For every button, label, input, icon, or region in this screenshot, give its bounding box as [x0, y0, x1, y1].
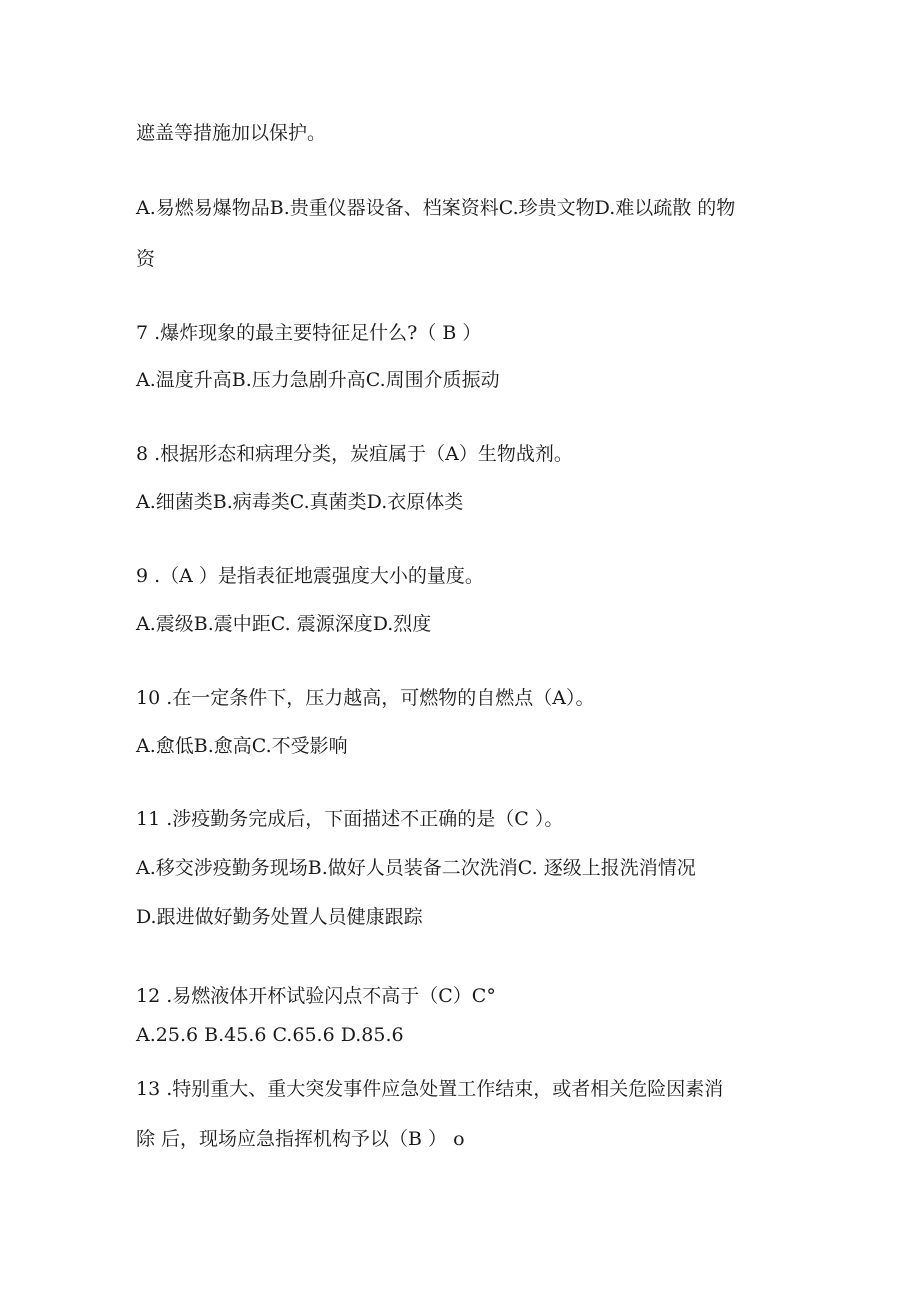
answer-options: A.易燃易爆物品B.贵重仪器设备、档案资料C.珍贵文物D.难以疏散 的物 [136, 197, 736, 219]
text-line: 除 后，现场应急指挥机构予以（B ） o [136, 1128, 465, 1150]
answer-options: A.愈低B.愈高C.不受影响 [136, 735, 348, 757]
answer-options: D.跟进做好勤务处置人员健康跟踪 [136, 906, 423, 928]
question-12: 12 .易燃液体开杯试验闪点不高于（C）C° [136, 985, 496, 1007]
text-line: 资 [136, 248, 156, 270]
question-7: 7 .爆炸现象的最主要特征足什么?（ B ） [136, 322, 482, 344]
question-10: 10 .在一定条件下，压力越高，可燃物的自燃点（A）。 [136, 687, 595, 709]
answer-options: A.震级B.震中距C. 震源深度D.烈度 [136, 613, 432, 635]
question-13: 13 .特别重大、重大突发事件应急处置工作结束，或者相关危险因素消 [136, 1078, 724, 1100]
question-9: 9 .（A ）是指表征地震强度大小的量度。 [136, 565, 484, 587]
question-11: 11 .涉疫勤务完成后，下面描述不正确的是（C ）。 [136, 808, 564, 830]
answer-options: A.移交涉疫勤务现场B.做好人员装备二次洗消C. 逐级上报洗消情况 [136, 857, 696, 879]
answer-options: A.温度升高B.压力急剧升高C.周围介质振动 [136, 369, 500, 391]
answer-options: A.25.6 B.45.6 C.65.6 D.85.6 [136, 1024, 404, 1046]
text-line: 遮盖等措施加以保护。 [136, 122, 327, 144]
answer-options: A.细菌类B.病毒类C.真菌类D.衣原体类 [136, 491, 464, 513]
question-8: 8 .根据形态和病理分类，炭疽属于（A）生物战剂。 [136, 443, 573, 465]
